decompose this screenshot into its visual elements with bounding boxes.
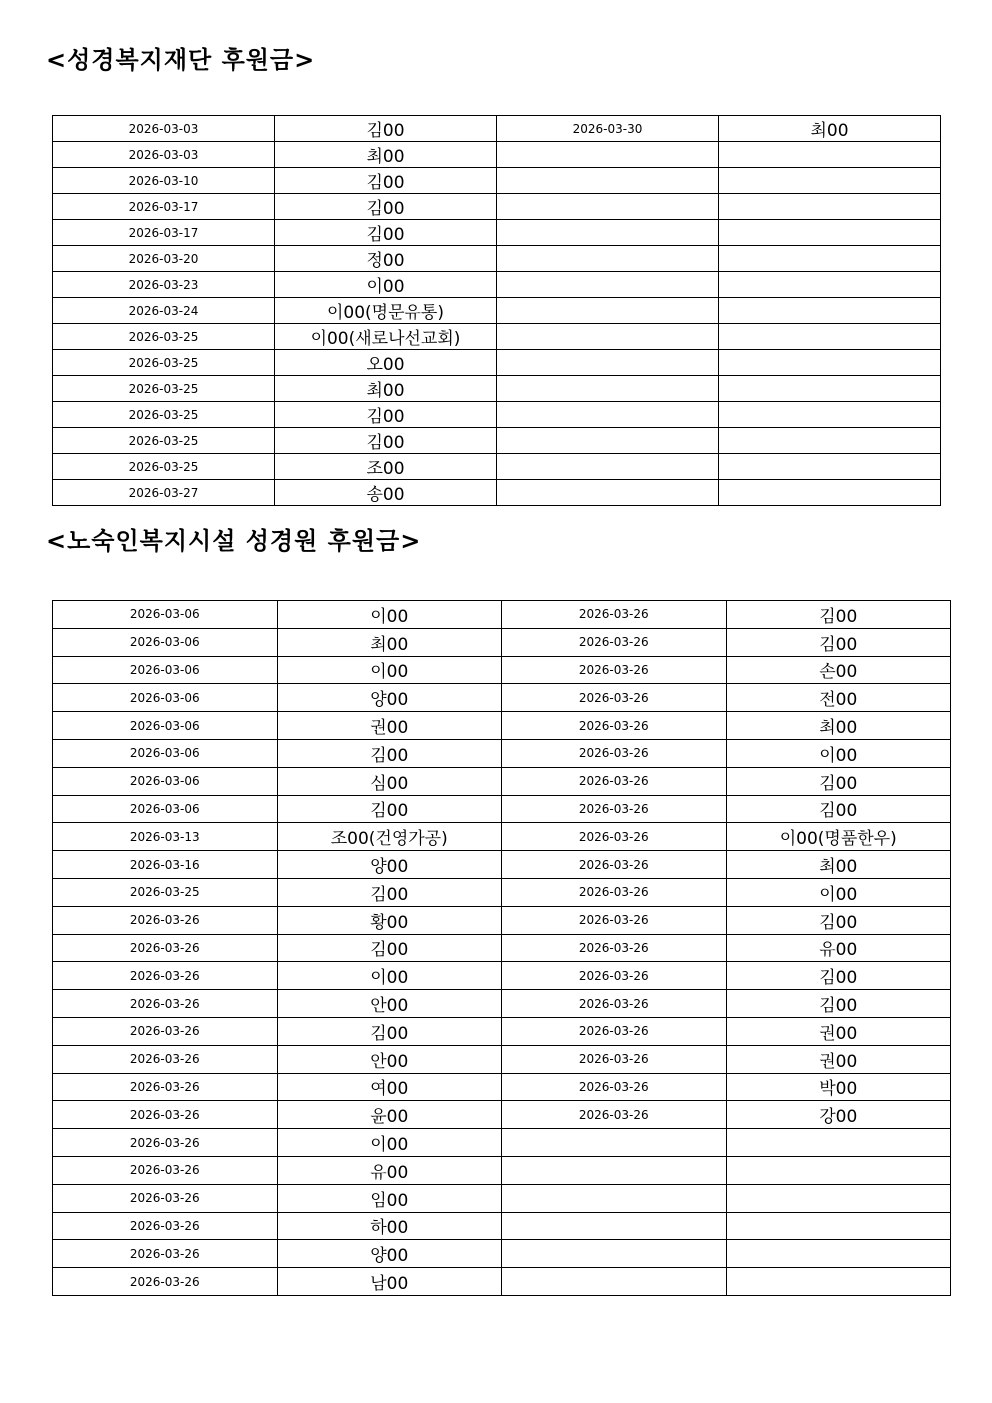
table-row xyxy=(53,194,941,220)
date-cell: 2026-03-26 xyxy=(502,851,727,879)
date-cell xyxy=(497,402,719,428)
donor-name-cell: 이00 xyxy=(726,878,951,906)
donor-name-cell: 김00 xyxy=(275,116,497,142)
table-row xyxy=(53,246,941,272)
donor-name-cell: 오00 xyxy=(275,350,497,376)
donor-name-cell: 안00 xyxy=(277,1045,502,1073)
donor-name-cell: 남00 xyxy=(277,1268,502,1296)
date-cell: 2026-03-26 xyxy=(53,1184,278,1212)
donor-name-cell: 하00 xyxy=(277,1212,502,1240)
date-cell: 2026-03-26 xyxy=(53,1073,278,1101)
donor-name-cell: 이00(새로나선교회) xyxy=(275,324,497,350)
date-cell: 2026-03-26 xyxy=(53,990,278,1018)
date-cell: 2026-03-26 xyxy=(502,1045,727,1073)
table-row xyxy=(53,990,951,1018)
donor-name-cell: 김00 xyxy=(277,795,502,823)
date-cell: 2026-03-25 xyxy=(53,376,275,402)
donor-name-cell: 이00 xyxy=(275,272,497,298)
donor-name-cell: 송00 xyxy=(275,480,497,506)
date-cell: 2026-03-25 xyxy=(53,878,278,906)
date-cell: 2026-03-26 xyxy=(502,1073,727,1101)
donor-name-cell: 이00 xyxy=(277,601,502,629)
date-cell: 2026-03-26 xyxy=(502,601,727,629)
donor-name-cell: 김00 xyxy=(726,906,951,934)
table-row xyxy=(53,1129,951,1157)
table-row xyxy=(53,601,951,629)
donation-table-shelter xyxy=(52,600,951,1296)
donor-name-cell: 김00 xyxy=(275,168,497,194)
date-cell: 2026-03-26 xyxy=(502,628,727,656)
table-row xyxy=(53,1268,951,1296)
donor-name-cell: 김00 xyxy=(277,1017,502,1045)
donor-name-cell: 이00 xyxy=(277,656,502,684)
donor-name-cell: 김00 xyxy=(726,601,951,629)
date-cell: 2026-03-26 xyxy=(502,739,727,767)
date-cell xyxy=(497,428,719,454)
date-cell: 2026-03-25 xyxy=(53,324,275,350)
date-cell: 2026-03-26 xyxy=(502,795,727,823)
table-row xyxy=(53,656,951,684)
date-cell: 2026-03-23 xyxy=(53,272,275,298)
date-cell: 2026-03-26 xyxy=(502,934,727,962)
date-cell: 2026-03-25 xyxy=(53,428,275,454)
donor-name-cell xyxy=(719,168,941,194)
date-cell: 2026-03-26 xyxy=(53,962,278,990)
donor-name-cell: 김00 xyxy=(275,402,497,428)
donor-name-cell: 이00 xyxy=(726,739,951,767)
table-row xyxy=(53,1212,951,1240)
date-cell xyxy=(502,1129,727,1157)
date-cell: 2026-03-26 xyxy=(502,767,727,795)
date-cell xyxy=(497,194,719,220)
donor-name-cell: 양00 xyxy=(277,684,502,712)
date-cell: 2026-03-25 xyxy=(53,350,275,376)
donor-name-cell xyxy=(719,324,941,350)
donor-name-cell: 전00 xyxy=(726,684,951,712)
donor-name-cell: 안00 xyxy=(277,990,502,1018)
date-cell xyxy=(497,350,719,376)
table-row xyxy=(53,168,941,194)
date-cell: 2026-03-30 xyxy=(497,116,719,142)
table-row xyxy=(53,712,951,740)
donor-name-cell: 김00 xyxy=(726,990,951,1018)
table-row xyxy=(53,402,941,428)
donor-name-cell: 조00 xyxy=(275,454,497,480)
table-row xyxy=(53,272,941,298)
date-cell: 2026-03-25 xyxy=(53,402,275,428)
date-cell: 2026-03-26 xyxy=(53,1129,278,1157)
table-row xyxy=(53,1017,951,1045)
date-cell: 2026-03-26 xyxy=(502,990,727,1018)
section-title-shelter: <노숙인복지시설 성경원 후원금> xyxy=(46,527,422,555)
donor-name-cell: 권00 xyxy=(726,1045,951,1073)
date-cell: 2026-03-26 xyxy=(53,1212,278,1240)
table-row xyxy=(53,142,941,168)
date-cell: 2026-03-06 xyxy=(53,628,278,656)
date-cell: 2026-03-26 xyxy=(53,1101,278,1129)
donor-name-cell xyxy=(719,402,941,428)
date-cell: 2026-03-24 xyxy=(53,298,275,324)
table-row xyxy=(53,767,951,795)
donor-name-cell: 이00 xyxy=(277,962,502,990)
date-cell: 2026-03-20 xyxy=(53,246,275,272)
donor-name-cell: 조00(건영가공) xyxy=(277,823,502,851)
donor-name-cell: 김00 xyxy=(726,962,951,990)
date-cell: 2026-03-06 xyxy=(53,795,278,823)
date-cell: 2026-03-06 xyxy=(53,767,278,795)
table-row xyxy=(53,298,941,324)
donor-name-cell xyxy=(719,350,941,376)
donor-name-cell: 윤00 xyxy=(277,1101,502,1129)
date-cell xyxy=(497,324,719,350)
date-cell: 2026-03-26 xyxy=(502,684,727,712)
donor-name-cell xyxy=(719,272,941,298)
section-title-foundation: <성경복지재단 후원금> xyxy=(46,46,316,74)
date-cell xyxy=(502,1184,727,1212)
date-cell xyxy=(497,480,719,506)
date-cell: 2026-03-03 xyxy=(53,142,275,168)
table-row xyxy=(53,795,951,823)
date-cell: 2026-03-26 xyxy=(53,906,278,934)
donor-name-cell xyxy=(719,142,941,168)
donor-name-cell: 김00 xyxy=(726,767,951,795)
donor-name-cell: 손00 xyxy=(726,656,951,684)
date-cell: 2026-03-26 xyxy=(53,1240,278,1268)
table-row xyxy=(53,684,951,712)
donor-name-cell: 김00 xyxy=(726,628,951,656)
donor-name-cell: 강00 xyxy=(726,1101,951,1129)
table-row xyxy=(53,962,951,990)
donor-name-cell xyxy=(726,1156,951,1184)
table-row xyxy=(53,906,951,934)
date-cell: 2026-03-26 xyxy=(502,1101,727,1129)
table-row xyxy=(53,220,941,246)
table-row xyxy=(53,350,941,376)
table-row xyxy=(53,480,941,506)
donor-name-cell xyxy=(719,246,941,272)
date-cell: 2026-03-26 xyxy=(53,1017,278,1045)
table-row xyxy=(53,1073,951,1101)
table-row xyxy=(53,1101,951,1129)
table-row xyxy=(53,851,951,879)
donor-name-cell: 김00 xyxy=(726,795,951,823)
date-cell xyxy=(497,454,719,480)
date-cell: 2026-03-26 xyxy=(502,962,727,990)
donor-name-cell: 양00 xyxy=(277,1240,502,1268)
donor-name-cell xyxy=(726,1184,951,1212)
table-row xyxy=(53,1184,951,1212)
date-cell: 2026-03-26 xyxy=(53,1045,278,1073)
table-row xyxy=(53,376,941,402)
donor-name-cell xyxy=(719,454,941,480)
donor-name-cell: 정00 xyxy=(275,246,497,272)
date-cell: 2026-03-06 xyxy=(53,656,278,684)
donor-name-cell: 심00 xyxy=(277,767,502,795)
donor-name-cell: 이00(명품한우) xyxy=(726,823,951,851)
donor-name-cell xyxy=(719,480,941,506)
date-cell: 2026-03-17 xyxy=(53,194,275,220)
date-cell: 2026-03-26 xyxy=(502,823,727,851)
date-cell xyxy=(497,220,719,246)
donor-name-cell: 김00 xyxy=(275,428,497,454)
date-cell: 2026-03-27 xyxy=(53,480,275,506)
donor-name-cell: 김00 xyxy=(277,934,502,962)
donor-name-cell: 여00 xyxy=(277,1073,502,1101)
donor-name-cell xyxy=(726,1212,951,1240)
donor-name-cell xyxy=(719,194,941,220)
date-cell xyxy=(502,1212,727,1240)
table-row xyxy=(53,934,951,962)
donor-name-cell: 황00 xyxy=(277,906,502,934)
donor-name-cell: 권00 xyxy=(726,1017,951,1045)
donor-name-cell: 최00 xyxy=(277,628,502,656)
table-row xyxy=(53,878,951,906)
date-cell: 2026-03-06 xyxy=(53,712,278,740)
donor-name-cell: 이00 xyxy=(277,1129,502,1157)
donor-name-cell xyxy=(726,1268,951,1296)
donor-name-cell xyxy=(719,428,941,454)
donor-name-cell: 유00 xyxy=(726,934,951,962)
date-cell xyxy=(497,376,719,402)
date-cell: 2026-03-10 xyxy=(53,168,275,194)
date-cell: 2026-03-13 xyxy=(53,823,278,851)
date-cell: 2026-03-03 xyxy=(53,116,275,142)
donor-name-cell xyxy=(726,1240,951,1268)
donor-name-cell: 유00 xyxy=(277,1156,502,1184)
donor-name-cell: 최00 xyxy=(275,142,497,168)
donor-name-cell xyxy=(719,220,941,246)
date-cell: 2026-03-17 xyxy=(53,220,275,246)
date-cell: 2026-03-26 xyxy=(53,1156,278,1184)
date-cell: 2026-03-16 xyxy=(53,851,278,879)
donor-name-cell: 권00 xyxy=(277,712,502,740)
donor-name-cell: 이00(명문유통) xyxy=(275,298,497,324)
date-cell: 2026-03-26 xyxy=(502,712,727,740)
date-cell: 2026-03-26 xyxy=(502,878,727,906)
donor-name-cell: 김00 xyxy=(277,739,502,767)
donor-name-cell xyxy=(726,1129,951,1157)
date-cell: 2026-03-26 xyxy=(502,656,727,684)
date-cell xyxy=(497,298,719,324)
donor-name-cell: 김00 xyxy=(277,878,502,906)
date-cell: 2026-03-26 xyxy=(502,1017,727,1045)
date-cell xyxy=(497,272,719,298)
date-cell xyxy=(497,168,719,194)
donor-name-cell: 최00 xyxy=(275,376,497,402)
date-cell: 2026-03-25 xyxy=(53,454,275,480)
date-cell: 2026-03-26 xyxy=(53,934,278,962)
table-row xyxy=(53,628,951,656)
date-cell xyxy=(502,1240,727,1268)
date-cell xyxy=(497,246,719,272)
date-cell xyxy=(502,1268,727,1296)
table-row xyxy=(53,454,941,480)
donor-name-cell: 양00 xyxy=(277,851,502,879)
date-cell: 2026-03-26 xyxy=(502,906,727,934)
donor-name-cell: 최00 xyxy=(726,851,951,879)
table-row xyxy=(53,428,941,454)
date-cell: 2026-03-06 xyxy=(53,601,278,629)
donor-name-cell: 김00 xyxy=(275,194,497,220)
date-cell: 2026-03-06 xyxy=(53,684,278,712)
donor-name-cell xyxy=(719,376,941,402)
table-row xyxy=(53,1240,951,1268)
table-row xyxy=(53,739,951,767)
date-cell: 2026-03-26 xyxy=(53,1268,278,1296)
donor-name-cell: 최00 xyxy=(726,712,951,740)
table-row xyxy=(53,116,941,142)
table-row xyxy=(53,1045,951,1073)
date-cell xyxy=(502,1156,727,1184)
date-cell xyxy=(497,142,719,168)
date-cell: 2026-03-06 xyxy=(53,739,278,767)
table-row xyxy=(53,823,951,851)
table-row xyxy=(53,1156,951,1184)
donor-name-cell: 최00 xyxy=(719,116,941,142)
donor-name-cell xyxy=(719,298,941,324)
donor-name-cell: 김00 xyxy=(275,220,497,246)
donor-name-cell: 박00 xyxy=(726,1073,951,1101)
donor-name-cell: 임00 xyxy=(277,1184,502,1212)
table-row xyxy=(53,324,941,350)
donation-table-foundation xyxy=(52,115,941,506)
